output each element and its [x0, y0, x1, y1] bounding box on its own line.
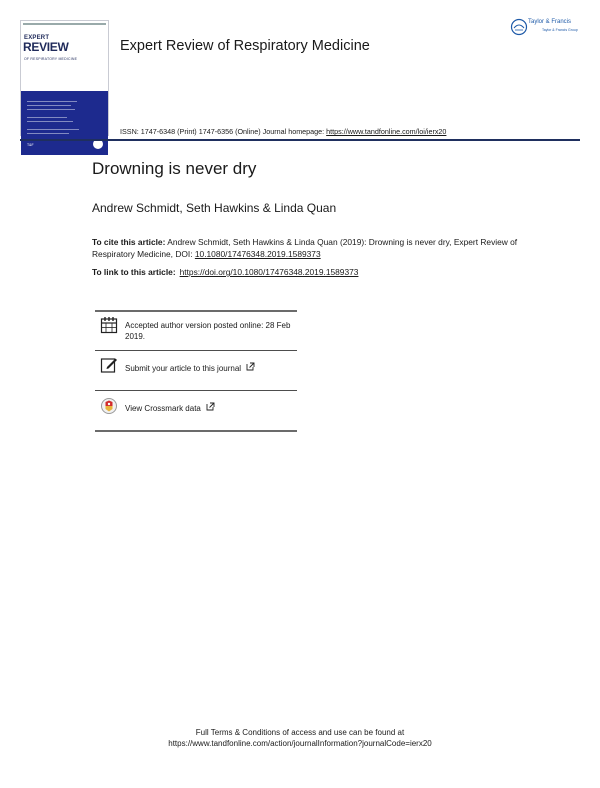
article-title: Drowning is never dry	[92, 159, 257, 178]
publisher-name: Taylor & Francis	[528, 19, 572, 25]
cover-label-top: EXPERT	[24, 35, 50, 41]
cover-line	[27, 129, 79, 130]
footer	[0, 727, 600, 749]
cover-line	[27, 109, 75, 110]
cover-label-sub: OF RESPIRATORY MEDICINE	[24, 57, 78, 61]
citation-block	[92, 236, 522, 260]
citation-label: To cite this article:	[92, 237, 166, 247]
box-bottom-rule	[95, 430, 297, 432]
external-link-icon	[246, 362, 255, 371]
article-url-link[interactable]: https://doi.org/10.1080/17476348.2019.1589373	[179, 267, 359, 277]
header-divider	[20, 139, 580, 141]
accepted-date-text: Accepted author version posted online: 28 Feb 2019.	[125, 321, 291, 341]
publisher-subtitle: Taylor & Francis Group	[542, 28, 578, 32]
footer-terms-text: Full Terms & Conditions of access and use can be found at	[195, 728, 405, 737]
journal-title: Expert Review of Respiratory Medicine	[120, 38, 370, 54]
cover-line	[27, 121, 73, 122]
journal-cover	[20, 20, 109, 147]
cover-label-main: REVIEW	[23, 40, 69, 54]
edit-icon	[100, 356, 118, 374]
issn-text: ISSN: 1747-6348 (Print) 1747-6356 (Online) Journal homepage:	[120, 127, 327, 136]
cover-blue-panel	[21, 91, 108, 155]
cover-line	[27, 101, 77, 102]
article-link-line	[92, 267, 358, 277]
link-label: To link to this article:	[92, 267, 176, 277]
citation-text: Andrew Schmidt, Seth Hawkins & Linda Quan (2019): Drowning is never dry, Expert Review of Respiratory Medicine, DOI:	[92, 237, 518, 259]
box-row-rule	[95, 390, 297, 391]
journal-homepage-link[interactable]: https://www.tandfonline.com/loi/ierx20	[326, 127, 447, 136]
cover-publisher-mark: T&F	[27, 143, 34, 147]
footer-terms-url[interactable]: https://www.tandfonline.com/action/journalInformation?journalCode=ierx20	[168, 739, 432, 748]
external-link-icon	[206, 402, 215, 411]
submit-article-link[interactable]	[125, 362, 295, 374]
issn-line	[120, 127, 446, 136]
box-row-rule	[95, 350, 297, 351]
calendar-icon	[100, 316, 118, 334]
article-authors: Andrew Schmidt, Seth Hawkins & Linda Quan	[92, 201, 337, 215]
cover-line	[27, 133, 69, 134]
crossmark-label: View Crossmark data	[125, 404, 201, 413]
box-top-rule	[95, 310, 297, 312]
cover-top-line	[23, 23, 106, 25]
submit-article-label: Submit your article to this journal	[125, 364, 242, 373]
cover-line	[27, 117, 67, 118]
doi-link[interactable]: 10.1080/17476348.2019.1589373	[194, 249, 321, 259]
cover-line	[27, 105, 71, 106]
crossmark-icon	[100, 397, 118, 415]
crossmark-link[interactable]	[125, 402, 295, 414]
